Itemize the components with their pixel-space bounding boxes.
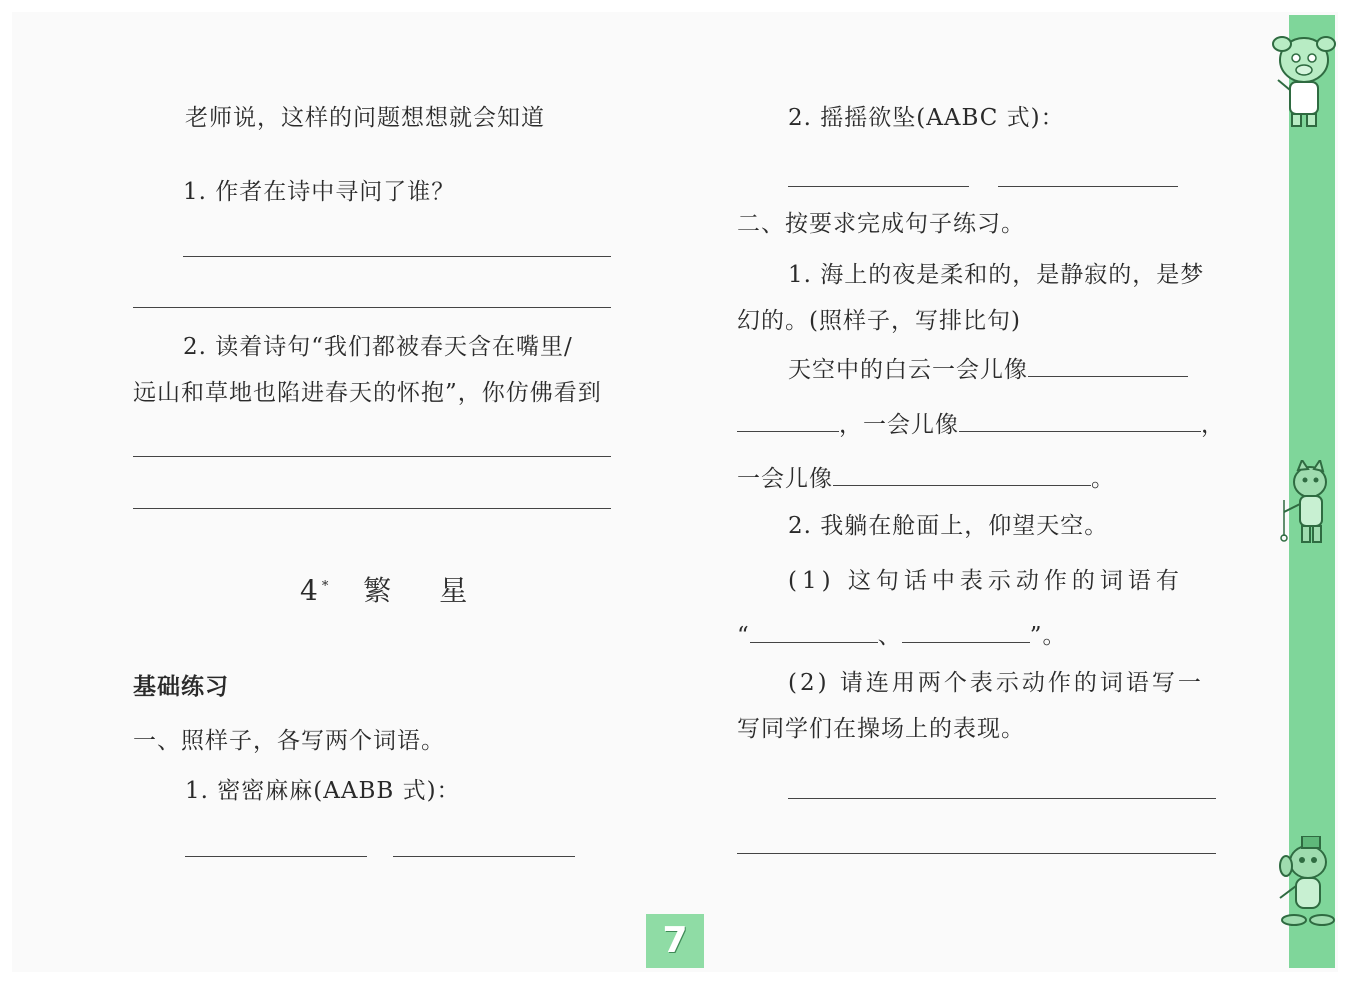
sentence-1-line2: 幻的。(照样子，写排比句) [737, 308, 1021, 334]
workbook-page [12, 12, 1338, 972]
sentence-2-b-line1: (2) 请连用两个表示动作的词语写一 [788, 670, 1204, 696]
question-2-line2: 远山和草地也陷进春天的怀抱”，你仿佛看到 [133, 380, 602, 406]
word-blank[interactable] [998, 186, 1178, 187]
fill-row-2 [737, 409, 1225, 440]
answer-line[interactable] [133, 456, 611, 457]
sentence-2-a-blanks [737, 620, 1067, 651]
answer-line[interactable] [133, 307, 611, 308]
fill-blank[interactable] [1028, 354, 1188, 377]
fill-punct: 。 [1091, 466, 1115, 492]
pig-mascot-icon [1268, 30, 1340, 130]
answer-line[interactable] [183, 256, 611, 257]
sentence-2-b-line2: 写同学们在操场上的表现。 [737, 716, 1025, 742]
fill-blank[interactable] [959, 409, 1201, 432]
part-2-heading: 二、按要求完成句子练习。 [737, 211, 1025, 237]
fill-text: ，一会儿像 [839, 412, 959, 438]
sentence-1-line1: 1. 海上的夜是柔和的，是静寂的，是梦 [788, 262, 1205, 288]
optional-star: * [321, 579, 331, 594]
answer-line[interactable] [737, 853, 1216, 854]
fill-text: 一会儿像 [737, 466, 833, 492]
word-blank[interactable] [185, 856, 367, 857]
fill-row-1 [788, 354, 1188, 385]
fill-punct: ， [1201, 412, 1225, 438]
question-1: 1. 作者在诗中寻问了谁？ [183, 179, 456, 205]
intro-text: 老师说，这样的问题想想就会知道 [185, 105, 545, 131]
part-1-question-2: 2. 摇摇欲坠(AABC 式)： [788, 105, 1065, 131]
part-1-question-1: 1. 密密麻麻(AABB 式)： [185, 778, 461, 804]
answer-line[interactable] [133, 508, 611, 509]
word-blank[interactable] [788, 186, 969, 187]
fill-row-3 [737, 463, 1115, 494]
part-1-heading: 一、照样子，各写两个词语。 [133, 728, 445, 754]
question-2-line1: 2. 读着诗句“我们都被春天含在嘴里/ [183, 334, 573, 360]
quote-open: “ [737, 623, 750, 649]
lesson-title [300, 572, 477, 606]
fill-text: 天空中的白云一会儿像 [788, 357, 1028, 383]
cat-mascot-icon [1276, 460, 1336, 550]
lesson-name: 繁 星 [363, 574, 478, 607]
fill-blank[interactable] [750, 620, 878, 643]
section-basic-practice: 基础练习 [133, 674, 229, 700]
fill-blank[interactable] [737, 409, 839, 432]
word-blank[interactable] [393, 856, 575, 857]
dog-mascot-icon [1272, 836, 1338, 932]
page-number: 7 [646, 914, 704, 968]
fill-blank[interactable] [902, 620, 1030, 643]
answer-line[interactable] [788, 798, 1216, 799]
quote-close: ”。 [1029, 623, 1067, 649]
sentence-2: 2. 我躺在舱面上，仰望天空。 [788, 513, 1109, 539]
separator: 、 [877, 623, 902, 649]
fill-blank[interactable] [833, 463, 1091, 486]
sentence-2-a: (1) 这句话中表示动作的词语有 [788, 568, 1184, 594]
lesson-number: 4 [300, 574, 320, 607]
